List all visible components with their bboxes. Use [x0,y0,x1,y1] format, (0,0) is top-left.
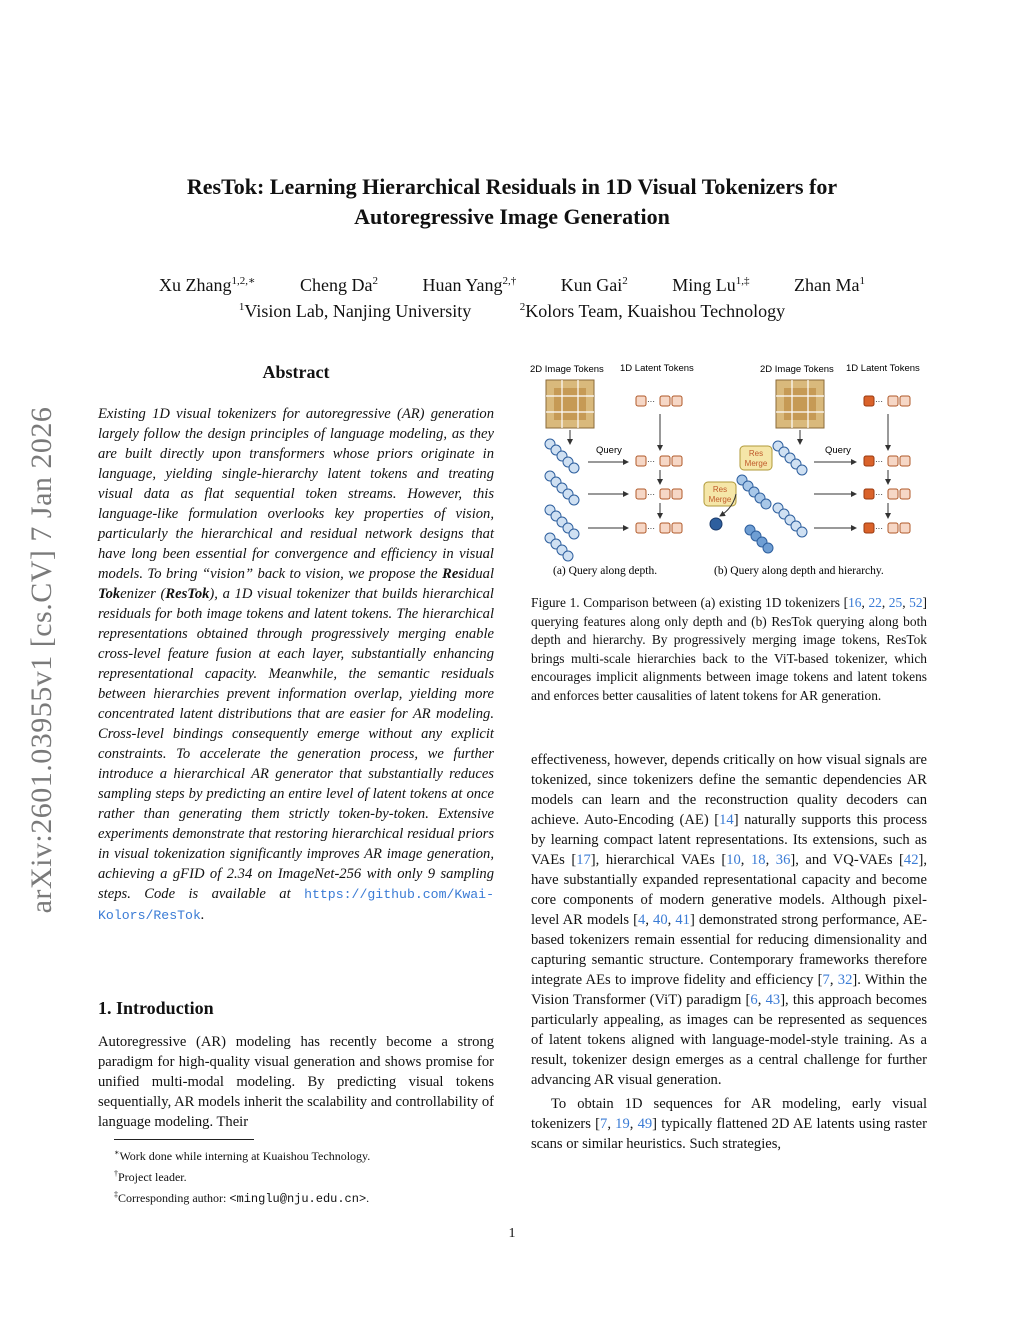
citation-link[interactable]: 10 [726,852,741,868]
latent-token-row [636,396,682,406]
email-link[interactable]: <minglu@nju.edu.cn> [229,1192,367,1206]
section-heading-introduction: 1. Introduction [98,998,214,1018]
latent-token-row [864,396,910,406]
footnote: ∗Work done while interning at Kuaishou Technology. [114,1148,371,1163]
latent-token-row [864,523,910,533]
label-latent-tokens-b: 1D Latent Tokens [846,363,920,374]
citation-link[interactable]: 7 [600,1116,608,1132]
image-token-chain [545,439,579,473]
paragraph: To obtain 1D sequences for AR modeling, early visual tokenizers [7, 19, 49] typically flattened 2D AE latents using raster scans or similar heuristics. Such strategies, [531,1096,927,1152]
citation-link[interactable]: 18 [750,852,766,868]
citation-link[interactable]: 22 [868,595,882,610]
figure-panel-b [704,363,920,577]
res-merge-box [740,446,772,470]
svg-text:···: ··· [647,490,655,499]
intro-paragraph: Autoregressive (AR) modeling has recently become a strong paradigm for high-quality visual generation and shows promise for unified multi-modal modeling. By predicting visual tokens sequentially, AR models inherit the scalability and controllability of language modeling. Their [98,1034,494,1130]
paragraph: effectiveness, however, depends critically on how visual signals are tokenized, since tokenizers define the semantic dependencies AR models can learn and the reconstruction quality decoders can achieve. Auto-Encoding (AE) [14] naturally supports this process by learning compact latent representations. Its extensions, such as VAEs [17], hierarchical VAEs [10, 18, 36], and VQ-VAEs [42], have substantially expanded representational capacity and become core components of modern generative models. Although pixel-level AR models [4, 40, 41] demonstrated strong performance, AE-based tokenizers remain essential for reducing dimensionality and capturing semantic structure. Contemporary frameworks therefore integrate AEs to improve fidelity and efficiency [7, 32]. Within the Vision Transformer (ViT) paradigm [6, 43], this approach becomes particularly appealing, as images can be represented as sequences of latent tokens aligned with language-model-style training. As a result, tokenizer design emerges as a central challenge for further advancing AR visual generation. [531,752,928,1088]
label-query-a: Query [596,445,622,456]
res-merge-box [704,482,736,506]
affiliation-list [80,294,944,324]
svg-text:Res: Res [712,485,728,494]
svg-text:Res: Res [748,449,764,458]
svg-text:···: ··· [647,397,655,406]
footnote-divider [114,1139,254,1140]
latent-token-row [636,489,682,499]
label-latent-tokens-a: 1D Latent Tokens [620,363,694,374]
citation-link[interactable]: 14 [719,812,734,828]
citation-link[interactable]: 42 [903,852,919,868]
affiliation: $^2$Kolors Team, Kuaishou Technology [519,301,786,321]
subcaption-a: (a) Query along depth. [553,565,658,577]
latent-token-row [864,456,910,466]
svg-text:···: ··· [647,457,655,466]
citation-link[interactable]: 32 [837,972,853,988]
svg-text:···: ··· [875,457,883,466]
citation-link[interactable]: 49 [637,1116,653,1132]
affiliation: $^1$Vision Lab, Nanjing University [238,301,472,321]
citation-link[interactable]: 40 [653,912,668,928]
arxiv-id-text: arXiv:2601.03955v1 [cs.CV] 7 Jan 2026 [25,406,58,914]
image-patch-grid-a [546,380,594,428]
figure-panel-a [530,363,694,577]
latent-token-row [864,489,910,499]
author: Kun Gai$^2$ [560,275,628,295]
abstract-heading: Abstract [262,362,330,382]
citation-link[interactable]: 43 [765,992,781,1008]
author: Xu Zhang$^{1,2,∗}$ [159,275,256,295]
code-link[interactable]: https://github.com/Kwai-Kolors/ResTok [98,887,494,923]
image-token-chain [737,475,771,509]
citation-link[interactable]: 7 [822,972,830,988]
subcaption-b: (b) Query along depth and hierarchy. [714,565,884,577]
citation-link[interactable]: 4 [638,912,646,928]
right-column-body [531,750,927,1154]
footnotes [98,1144,498,1208]
footnote: ‡Corresponding author: <minglu@nju.edu.cn>. [114,1190,370,1206]
svg-text:Merge: Merge [744,459,768,468]
citation-link[interactable]: 16 [848,595,862,610]
svg-text:···: ··· [647,524,655,533]
figure-1 [528,358,930,580]
abstract-body: Existing 1D visual tokenizers for autoregressive (AR) generation largely follow the design principles of language modeling, as they are built directly upon transformers whose priors originate in language, yielding single-hierarchy latent tokens and treating visual data as flat sequential token streams. However, this language-like formulation overlooks key properties of vision, particularly the hierarchical and residual network designs that have long been essential for convergence and efficiency in visual models. To bring “vision” back to vision, we propose the Residual Tokenizer (ResTok), a 1D visual tokenizer that builds hierarchical residuals for both image tokens and latent tokens. The hierarchical representations obtained through progressively merging enable cross-level feature fusion at each layer, substantially enhancing representational capacity. Meanwhile, the semantic residuals between hierarchies prevent information overlap, yielding more concentrated latent distributions that are easier for AR modeling. Cross-level bindings consequently emerge without any explicit constraints. To accelerate the generation process, we further introduce a hierarchical AR generator that substantially reduces sampling steps by predicting an entire level of latent tokens at once rather than generating them strictly token-by-token. Extensive experiments demonstrate that restoring hierarchical residual priors in visual tokenization significantly improves AR image generation, achieving a gFID of 2.34 on ImageNet-256 with only 9 sampling steps. Code is available at https://github.com/Kwai-Kolors/ResTok. [98,406,494,923]
image-token-chain [545,471,579,505]
image-token-chain [773,503,807,537]
page-number: 1 [508,1226,516,1241]
citation-link[interactable]: 25 [888,595,903,610]
latent-token-row [636,523,682,533]
citation-link[interactable]: 52 [909,595,923,610]
author: Zhan Ma$^1$ [794,275,865,295]
citation-link[interactable]: 6 [750,992,758,1008]
label-query-b: Query [825,445,851,456]
svg-text:···: ··· [875,397,883,406]
author: Huan Yang$^{2,\dagger}$ [422,275,517,295]
citation-link[interactable]: 17 [576,852,591,868]
latent-token-row [636,456,682,466]
image-token-chain [545,533,573,561]
arxiv-identifier [0,0,58,914]
svg-text:Merge: Merge [708,495,732,504]
title-line-1: ResTok: Learning Hierarchical Residuals in 1D Visual Tokenizers for [186,174,838,199]
title-line-2: Autoregressive Image Generation [354,204,670,229]
footnote: †Project leader. [114,1169,187,1184]
svg-text:···: ··· [875,524,883,533]
image-patch-grid-b [776,380,824,428]
paper-title [80,172,944,232]
figure-caption: Figure 1. Comparison between (a) existing 1D tokenizers [16, 22, 25, 52] querying features along only depth and (b) ResTok querying along both depth and hierarchy. By progressively merging image tokens, ResTok brings multi-scale hierarchies back to the ViT-based tokenizer, which encourages implicit alignments between image tokens and latent tokens and enforces better causalities of latent tokens for AR generation. [531,595,928,703]
image-token-chain [710,518,773,553]
label-image-tokens-a: 2D Image Tokens [530,364,604,375]
citation-link[interactable]: 41 [675,912,690,928]
image-token-chain [773,441,807,475]
citation-link[interactable]: 19 [615,1116,630,1132]
label-image-tokens-b: 2D Image Tokens [760,364,834,375]
author: Cheng Da$^2$ [299,275,378,295]
svg-text:···: ··· [875,490,883,499]
citation-link[interactable]: 36 [775,852,791,868]
author: Ming $Lu^{1,\ddagger}$ [672,275,750,295]
